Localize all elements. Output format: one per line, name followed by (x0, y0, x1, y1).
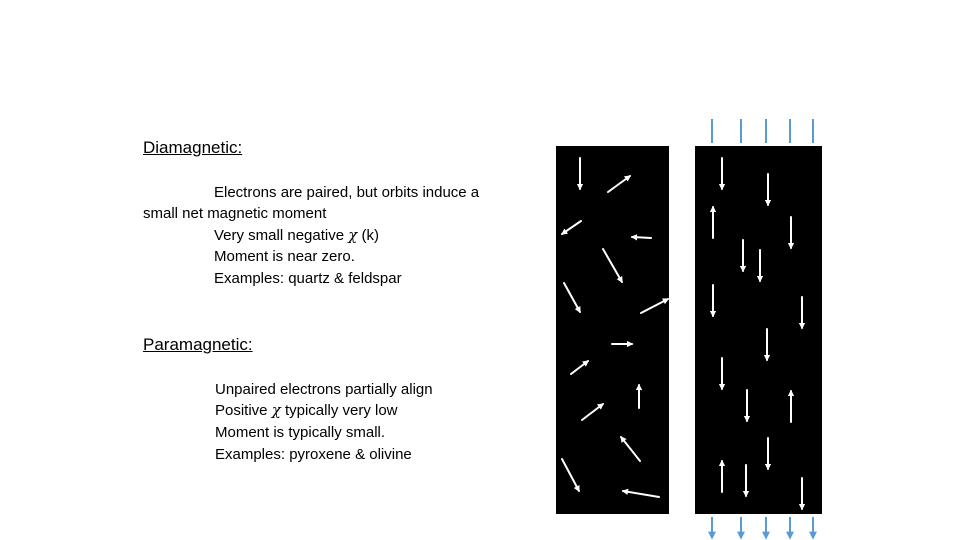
moment-arrow (632, 237, 651, 238)
aligned-moments-panel (695, 146, 822, 514)
chi-symbol: χ (271, 401, 281, 419)
paramagnetic-line-3: Moment is typically small. (215, 424, 386, 441)
chi-symbol: χ (348, 226, 358, 244)
paramagnetic-line-1: Unpaired electrons partially align (215, 381, 433, 398)
paramagnetic-line-4: Examples: pyroxene & olivine (215, 446, 412, 463)
diamagnetic-line-3-prefix: Very small negative (214, 227, 349, 244)
paramagnetic-line-2-suffix: typically very low (280, 402, 398, 419)
applied-field-lines-top (712, 119, 813, 143)
paramagnetic-heading: Paramagnetic: (143, 335, 253, 354)
diamagnetic-line-5: Examples: quartz & feldspar (214, 270, 402, 287)
paramagnetic-line-2-prefix: Positive (215, 402, 272, 419)
diamagnetic-heading: Diamagnetic: (143, 138, 243, 157)
diamagnetic-line-3-suffix: (k) (357, 227, 379, 244)
diamagnetic-line-2: small net magnetic moment (143, 205, 327, 222)
random-moments-panel (556, 146, 669, 514)
diamagnetic-line-1: Electrons are paired, but orbits induce a (214, 184, 480, 201)
applied-field-arrows-bottom (712, 517, 813, 538)
diamagnetic-line-4: Moment is near zero. (214, 248, 355, 265)
